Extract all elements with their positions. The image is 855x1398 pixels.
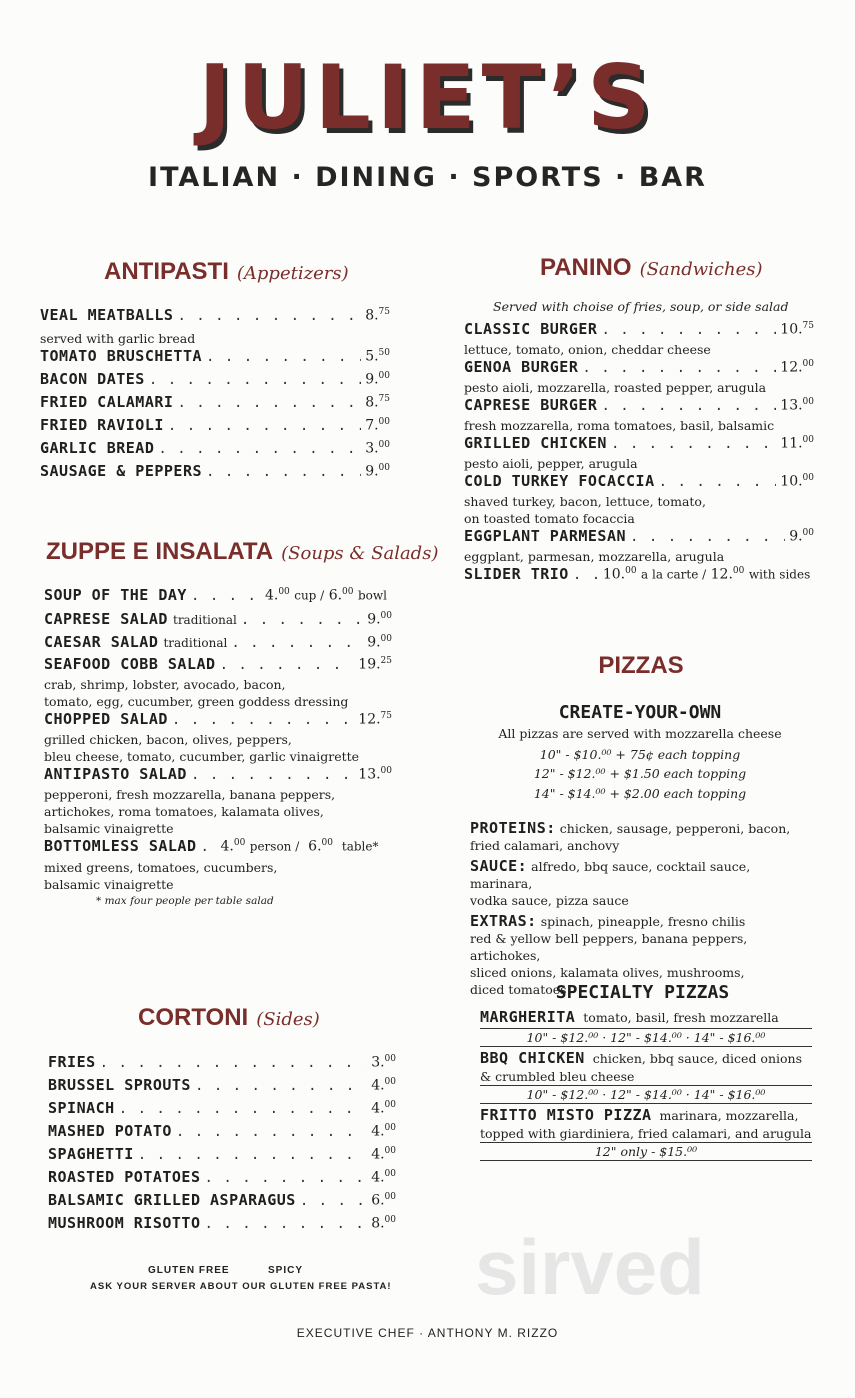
antipasti-list [40, 306, 390, 485]
item-name: MUSHROOM RISOTTO [48, 1214, 201, 1232]
item-price: 5.50 [365, 348, 390, 365]
menu-item [48, 1122, 396, 1145]
item-description: pesto aioli, pepper, arugula [464, 456, 638, 471]
item-name: VEAL MEATBALLS [40, 306, 174, 324]
item-price: 9.00 [367, 611, 392, 628]
item-name: BRUSSEL SPROUTS [48, 1076, 191, 1094]
item-price: 8.75 [365, 394, 390, 411]
menu-item [40, 347, 390, 370]
extras-list: diced tomatoes [470, 982, 567, 997]
item-description: artichokes, roma tomatoes, kalamata olives, [44, 804, 324, 819]
item-price: 13.00 [780, 397, 814, 414]
item-price: 3.00 [371, 1054, 396, 1071]
proteins-list: chicken, sausage, pepperoni, bacon, [559, 821, 791, 836]
pizzas-title: PIZZAS [598, 652, 684, 679]
item-name: BOTTOMLESS SALAD [44, 837, 197, 855]
item-description: pesto aioli, mozzarella, roasted pepper, arugula [464, 380, 767, 395]
pizza-prices: 12" only - $15.⁰⁰ [480, 1143, 812, 1161]
item-price: 9.00 [365, 463, 390, 480]
gluten-free-label: GLUTEN FREE [148, 1265, 230, 1276]
extras-label: EXTRAS: [470, 912, 537, 930]
item-price: 4.00 [371, 1077, 396, 1094]
item-price: 9.00 [367, 634, 392, 651]
item-name: CAESAR SALAD [44, 633, 159, 651]
spicy-label: SPICY [268, 1265, 304, 1276]
menu-item [48, 1053, 396, 1076]
item-price: 12.00 [780, 359, 814, 376]
proteins-list: fried calamari, anchovy [470, 838, 620, 853]
menu-item [48, 1099, 396, 1122]
executive-chef: EXECUTIVE CHEF · ANTHONY M. RIZZO [296, 1326, 559, 1340]
item-description: shaved turkey, bacon, lettuce, tomato, [464, 494, 706, 509]
item-name: GARLIC BREAD [40, 439, 155, 457]
sauce-label: SAUCE: [470, 857, 528, 875]
pizza-description: topped with giardiniera, fried calamari, and arugula [480, 1126, 812, 1141]
item-name: CAPRESE SALAD [44, 610, 168, 628]
menu-item [44, 765, 392, 786]
panino-intro: Served with choise of fries, soup, or side salad [493, 299, 789, 314]
item-name: CAPRESE BURGER [464, 396, 598, 414]
item-description: eggplant, parmesan, mozzarella, arugula [464, 549, 725, 564]
item-description: grilled chicken, bacon, olives, peppers, [44, 732, 292, 747]
item-name: FRIES [48, 1053, 96, 1071]
size-price: 14" - $14.⁰⁰ + $2.00 each topping [533, 786, 747, 801]
menu-item [40, 306, 390, 330]
specialty-pizza [480, 1008, 812, 1029]
item-name: BALSAMIC GRILLED ASPARAGUS [48, 1191, 296, 1209]
menu-item [464, 565, 814, 589]
zuppe-heading [46, 538, 438, 566]
cortoni-heading [138, 1004, 320, 1032]
item-price: 8.00 [371, 1215, 396, 1232]
size-price: 10" - $10.⁰⁰ + 75¢ each topping [539, 747, 741, 762]
pizza-description: chicken, bbq sauce, diced onions [592, 1051, 802, 1066]
menu-item [464, 320, 814, 341]
menu-item [48, 1191, 396, 1214]
item-name: FRIED CALAMARI [40, 393, 174, 411]
item-name: SEAFOOD COBB SALAD [44, 655, 216, 673]
item-name: BACON DATES [40, 370, 145, 388]
menu-item [40, 370, 390, 393]
menu-item [48, 1214, 396, 1237]
item-price: 4.00 [371, 1100, 396, 1117]
zuppe-subtitle: (Soups & Salads) [281, 543, 439, 564]
create-your-own-note: All pizzas are served with mozzarella cheese [498, 726, 782, 741]
panino-list [464, 320, 814, 589]
menu-item [44, 710, 392, 731]
menu-item [48, 1076, 396, 1099]
item-description: lettuce, tomato, onion, cheddar cheese [464, 342, 711, 357]
item-name: COLD TURKEY FOCACCIA [464, 472, 655, 490]
item-price: 12.75 [358, 711, 392, 728]
pizza-name: FRITTO MISTO PIZZA [480, 1106, 652, 1124]
item-name: GENOA BURGER [464, 358, 579, 376]
menu-item [464, 396, 814, 417]
toppings [470, 820, 815, 998]
item-name: SAUSAGE & PEPPERS [40, 462, 203, 480]
specialty-pizza [480, 1104, 812, 1143]
sauce-list: vodka sauce, pizza sauce [470, 893, 629, 908]
menu-item [44, 586, 392, 609]
panino-heading [540, 254, 763, 282]
item-name: TOMATO BRUSCHETTA [40, 347, 203, 365]
item-price: 10.75 [780, 321, 814, 338]
item-note: traditional [173, 613, 237, 627]
item-price: 7.00 [365, 417, 390, 434]
item-price: 9.00 [789, 528, 814, 545]
pizza-prices: 10" - $12.⁰⁰ · 12" - $14.⁰⁰ · 14" - $16.⁰⁰ [480, 1029, 812, 1047]
menu-item [464, 358, 814, 379]
cortoni-subtitle: (Sides) [256, 1009, 320, 1030]
pizza-description: & crumbled bleu cheese [480, 1069, 635, 1084]
panino-subtitle: (Sandwiches) [639, 259, 763, 280]
item-description: on toasted tomato focaccia [464, 511, 635, 526]
item-description: balsamic vinaigrette [44, 821, 174, 836]
item-price: 10.00 a la carte / 12.00 with sides [602, 566, 811, 583]
item-description: balsamic vinaigrette [44, 877, 174, 892]
extras-list: sliced onions, kalamata olives, mushrooms, [470, 965, 745, 980]
menu-item [48, 1145, 396, 1168]
extras-list: red & yellow bell peppers, banana peppers, artichokes, [470, 931, 748, 963]
antipasti-subtitle: (Appetizers) [236, 263, 349, 284]
item-description: mixed greens, tomatoes, cucumbers, [44, 860, 278, 875]
cortoni-list [48, 1053, 396, 1237]
menu-item [464, 472, 814, 493]
item-price: 4.00 [371, 1169, 396, 1186]
menu-item [44, 609, 392, 632]
item-description: crab, shrimp, lobster, avocado, bacon, [44, 677, 286, 692]
pizza-description: marinara, mozzarella, [659, 1108, 799, 1123]
menu-item [40, 462, 390, 485]
item-price: 11.00 [780, 435, 814, 452]
item-description: served with garlic bread [40, 331, 196, 346]
item-name: EGGPLANT PARMESAN [464, 527, 627, 545]
restaurant-tagline: ITALIAN · DINING · SPORTS · BAR [148, 162, 707, 193]
gluten-free-note: ASK YOUR SERVER ABOUT OUR GLUTEN FREE PASTA! [90, 1281, 392, 1292]
item-name: SPINACH [48, 1099, 115, 1117]
zuppe-list [44, 586, 392, 910]
item-price: 4.00 [371, 1146, 396, 1163]
menu-item [44, 837, 392, 859]
item-name: ANTIPASTO SALAD [44, 765, 187, 783]
size-price: 12" - $12.⁰⁰ + $1.50 each topping [533, 766, 747, 781]
item-price: 19.25 [358, 656, 392, 673]
item-description: pepperoni, fresh mozzarella, banana peppers, [44, 787, 336, 802]
specialty-list [480, 1008, 812, 1161]
extras-list: spinach, pineapple, fresno chilis [540, 914, 746, 929]
item-price: 9.00 [365, 371, 390, 388]
create-your-own-title: CREATE-YOUR-OWN [558, 702, 722, 723]
item-price: 13.00 [358, 766, 392, 783]
menu-item [464, 527, 814, 548]
pizza-name: BBQ CHICKEN [480, 1049, 585, 1067]
sauce-list: alfredo, bbq sauce, cocktail sauce, marinara, [470, 859, 751, 891]
item-price: 8.75 [365, 307, 390, 324]
specialty-pizza [480, 1047, 812, 1086]
item-price: 4.00 person / 6.00 table* [220, 838, 379, 855]
item-description: tomato, egg, cucumber, green goddess dressing [44, 694, 349, 709]
pizza-prices: 10" - $12.⁰⁰ · 12" - $14.⁰⁰ · 14" - $16.⁰⁰ [480, 1086, 812, 1104]
item-name: MASHED POTATO [48, 1122, 172, 1140]
item-price: 3.00 [365, 440, 390, 457]
restaurant-name: JULIET’S [198, 46, 657, 149]
zuppe-title: ZUPPE E INSALATA [46, 538, 274, 565]
footnote: * max four people per table salad [96, 895, 274, 907]
item-name: FRIED RAVIOLI [40, 416, 164, 434]
proteins-label: PROTEINS: [470, 819, 556, 837]
pizza-description: tomato, basil, fresh mozzarella [583, 1010, 779, 1025]
antipasti-heading [104, 258, 349, 286]
item-note: traditional [163, 636, 228, 650]
menu-item [40, 393, 390, 416]
item-name: SLIDER TRIO [464, 565, 569, 583]
specialty-pizzas-title: SPECIALTY PIZZAS [555, 982, 730, 1003]
menu-item [464, 434, 814, 455]
menu-item [48, 1168, 396, 1191]
item-price: 6.00 [371, 1192, 396, 1209]
watermark-logo: sirved [475, 1223, 705, 1311]
item-name: GRILLED CHICKEN [464, 434, 607, 452]
item-name: ROASTED POTATOES [48, 1168, 201, 1186]
menu-item [40, 416, 390, 439]
antipasti-title: ANTIPASTI [104, 258, 229, 285]
panino-title: PANINO [540, 254, 632, 281]
item-description: fresh mozzarella, roma tomatoes, basil, balsamic [464, 418, 775, 433]
menu-item [40, 439, 390, 462]
item-name: SPAGHETTI [48, 1145, 134, 1163]
item-description: bleu cheese, tomato, cucumber, garlic vinaigrette [44, 749, 360, 764]
cortoni-title: CORTONI [138, 1004, 249, 1031]
item-price: 10.00 [780, 473, 814, 490]
item-name: CLASSIC BURGER [464, 320, 598, 338]
item-price: 4.00 cup / 6.00 bowl [264, 587, 387, 604]
pizza-name: MARGHERITA [480, 1008, 576, 1026]
item-price: 4.00 [371, 1123, 396, 1140]
item-name: SOUP OF THE DAY [44, 586, 187, 604]
item-name: CHOPPED SALAD [44, 710, 168, 728]
